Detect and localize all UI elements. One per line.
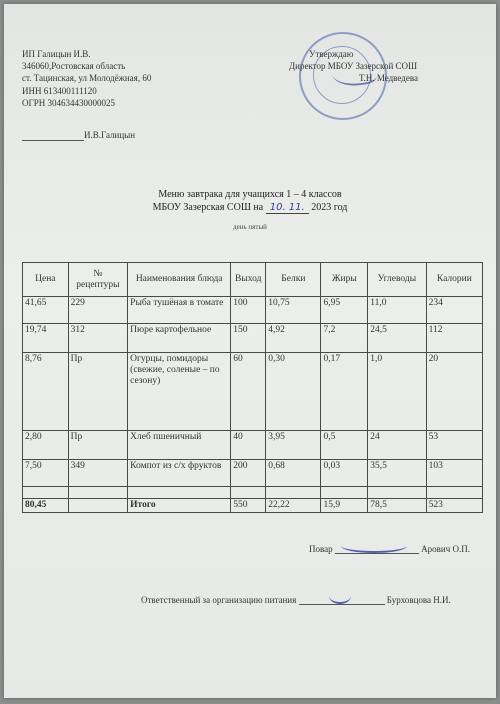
cell-recipe: Пр bbox=[68, 431, 127, 460]
col-header-fats: Жиры bbox=[321, 263, 368, 297]
cell-dish: Рыба тушёная в томате bbox=[128, 297, 231, 324]
entrepreneur-details bbox=[22, 48, 151, 141]
cook-signature-scrawl bbox=[341, 539, 407, 553]
cell-calories: 53 bbox=[426, 431, 482, 460]
cell-calories: 234 bbox=[426, 297, 482, 324]
responsible-name: Бурховцова Н.И. bbox=[386, 595, 451, 605]
entrepreneur-ogrn: ОГРН 304634430000025 bbox=[22, 97, 115, 108]
cell-calories: 103 bbox=[426, 460, 482, 487]
cell-carbs: 1,0 bbox=[368, 353, 426, 431]
cook-signature-line bbox=[309, 539, 470, 554]
total-proteins: 22,22 bbox=[266, 499, 321, 513]
total-price: 80,45 bbox=[23, 499, 69, 513]
cell-carbs: 24 bbox=[368, 431, 426, 460]
cell-portion: 40 bbox=[231, 431, 266, 460]
responsible-signature-scrawl bbox=[329, 588, 351, 604]
table-row bbox=[23, 431, 483, 460]
cell-fats: 7,2 bbox=[321, 324, 368, 353]
day-label: день пятый bbox=[233, 223, 267, 231]
cell-portion: 100 bbox=[231, 297, 266, 324]
cell-portion: 150 bbox=[231, 324, 266, 353]
entrepreneur-signature-name: И.В.Галицын bbox=[84, 130, 136, 141]
cell-fats: 6,95 bbox=[321, 297, 368, 324]
col-header-proteins: Белки bbox=[266, 263, 321, 297]
menu-table bbox=[22, 262, 483, 513]
cell-portion: 60 bbox=[231, 353, 266, 431]
approval-block bbox=[289, 48, 459, 85]
menu-title-line1: Меню завтрака для учащихся 1 – 4 классов bbox=[158, 189, 342, 200]
entrepreneur-name: ИП Галицын И.В. bbox=[22, 49, 91, 59]
entrepreneur-inn: ИНН 613400111120 bbox=[22, 85, 97, 96]
cook-name: Арович О.П. bbox=[421, 544, 470, 554]
entrepreneur-address-region: 346060,Ростовская область bbox=[22, 61, 126, 72]
col-header-carbs: Углеводы bbox=[368, 263, 426, 297]
document-page bbox=[4, 4, 496, 698]
menu-title bbox=[4, 188, 496, 214]
director-position: Директор МБОУ Зазерской СОШ bbox=[289, 61, 418, 72]
col-header-recipe: № рецептуры bbox=[68, 263, 127, 297]
cell-carbs: 35,5 bbox=[368, 460, 426, 487]
cell-carbs: 11,0 bbox=[368, 297, 426, 324]
cell-recipe: 229 bbox=[68, 297, 127, 324]
cell-price: 2,80 bbox=[23, 431, 69, 460]
cell-recipe: 312 bbox=[68, 324, 127, 353]
cell-dish: Хлеб пшеничный bbox=[128, 431, 231, 460]
handwritten-date: 10. 11. bbox=[266, 202, 309, 214]
cell-calories: 112 bbox=[426, 324, 482, 353]
responsible-signature bbox=[299, 590, 385, 605]
cell-price: 19,74 bbox=[23, 324, 69, 353]
cell-portion: 200 bbox=[231, 460, 266, 487]
director-name: Т.Н. Медведева bbox=[359, 73, 418, 84]
cell-proteins: 4,92 bbox=[266, 324, 321, 353]
cell-price: 8,76 bbox=[23, 353, 69, 431]
cell-dish: Компот из с/х фруктов bbox=[128, 460, 231, 487]
cell-recipe: Пр bbox=[68, 353, 127, 431]
total-recipe bbox=[68, 499, 127, 513]
approval-label: Утверждаю bbox=[309, 49, 354, 59]
cell-dish: Огурцы, помидоры (свежие, соленые – по сезону) bbox=[128, 353, 231, 431]
total-fats: 15,9 bbox=[321, 499, 368, 513]
cell-fats: 0,17 bbox=[321, 353, 368, 431]
responsible-label: Ответственный за организацию питания bbox=[141, 595, 297, 605]
year-label: 2023 год bbox=[311, 202, 348, 213]
col-header-calories: Калории bbox=[426, 263, 482, 297]
col-header-dish: Наименования блюда bbox=[128, 263, 231, 297]
table-row bbox=[23, 297, 483, 324]
cell-recipe: 349 bbox=[68, 460, 127, 487]
cook-signature bbox=[335, 539, 419, 554]
cell-proteins: 0,30 bbox=[266, 353, 321, 431]
cell-price: 41,65 bbox=[23, 297, 69, 324]
entrepreneur-address-street: ст. Тацинская, ул Молодёжная, 60 bbox=[22, 73, 152, 84]
menu-title-line2 bbox=[4, 201, 496, 214]
total-carbs: 78,5 bbox=[368, 499, 426, 513]
table-row bbox=[23, 460, 483, 487]
cell-fats: 0,03 bbox=[321, 460, 368, 487]
entrepreneur-signature bbox=[22, 129, 151, 141]
total-calories: 523 bbox=[426, 499, 482, 513]
table-row bbox=[23, 324, 483, 353]
cell-carbs: 24,5 bbox=[368, 324, 426, 353]
table-row bbox=[23, 353, 483, 431]
cell-dish: Пюре картофельное bbox=[128, 324, 231, 353]
cell-proteins: 0,68 bbox=[266, 460, 321, 487]
col-header-price: Цена bbox=[23, 263, 69, 297]
cell-proteins: 10,75 bbox=[266, 297, 321, 324]
cell-proteins: 3,95 bbox=[266, 431, 321, 460]
school-name: МБОУ Зазерская СОШ на bbox=[152, 202, 264, 213]
col-header-portion: Выход bbox=[231, 263, 266, 297]
table-total-row bbox=[23, 499, 483, 513]
total-label: Итого bbox=[128, 499, 231, 513]
cell-price: 7,50 bbox=[23, 460, 69, 487]
signature-line bbox=[22, 131, 84, 141]
cell-calories: 20 bbox=[426, 353, 482, 431]
responsible-signature-line bbox=[141, 590, 451, 605]
total-portion: 550 bbox=[231, 499, 266, 513]
table-header-row bbox=[23, 263, 483, 297]
table-empty-row bbox=[23, 487, 483, 499]
cell-fats: 0,5 bbox=[321, 431, 368, 460]
cook-label: Повар bbox=[309, 544, 333, 554]
